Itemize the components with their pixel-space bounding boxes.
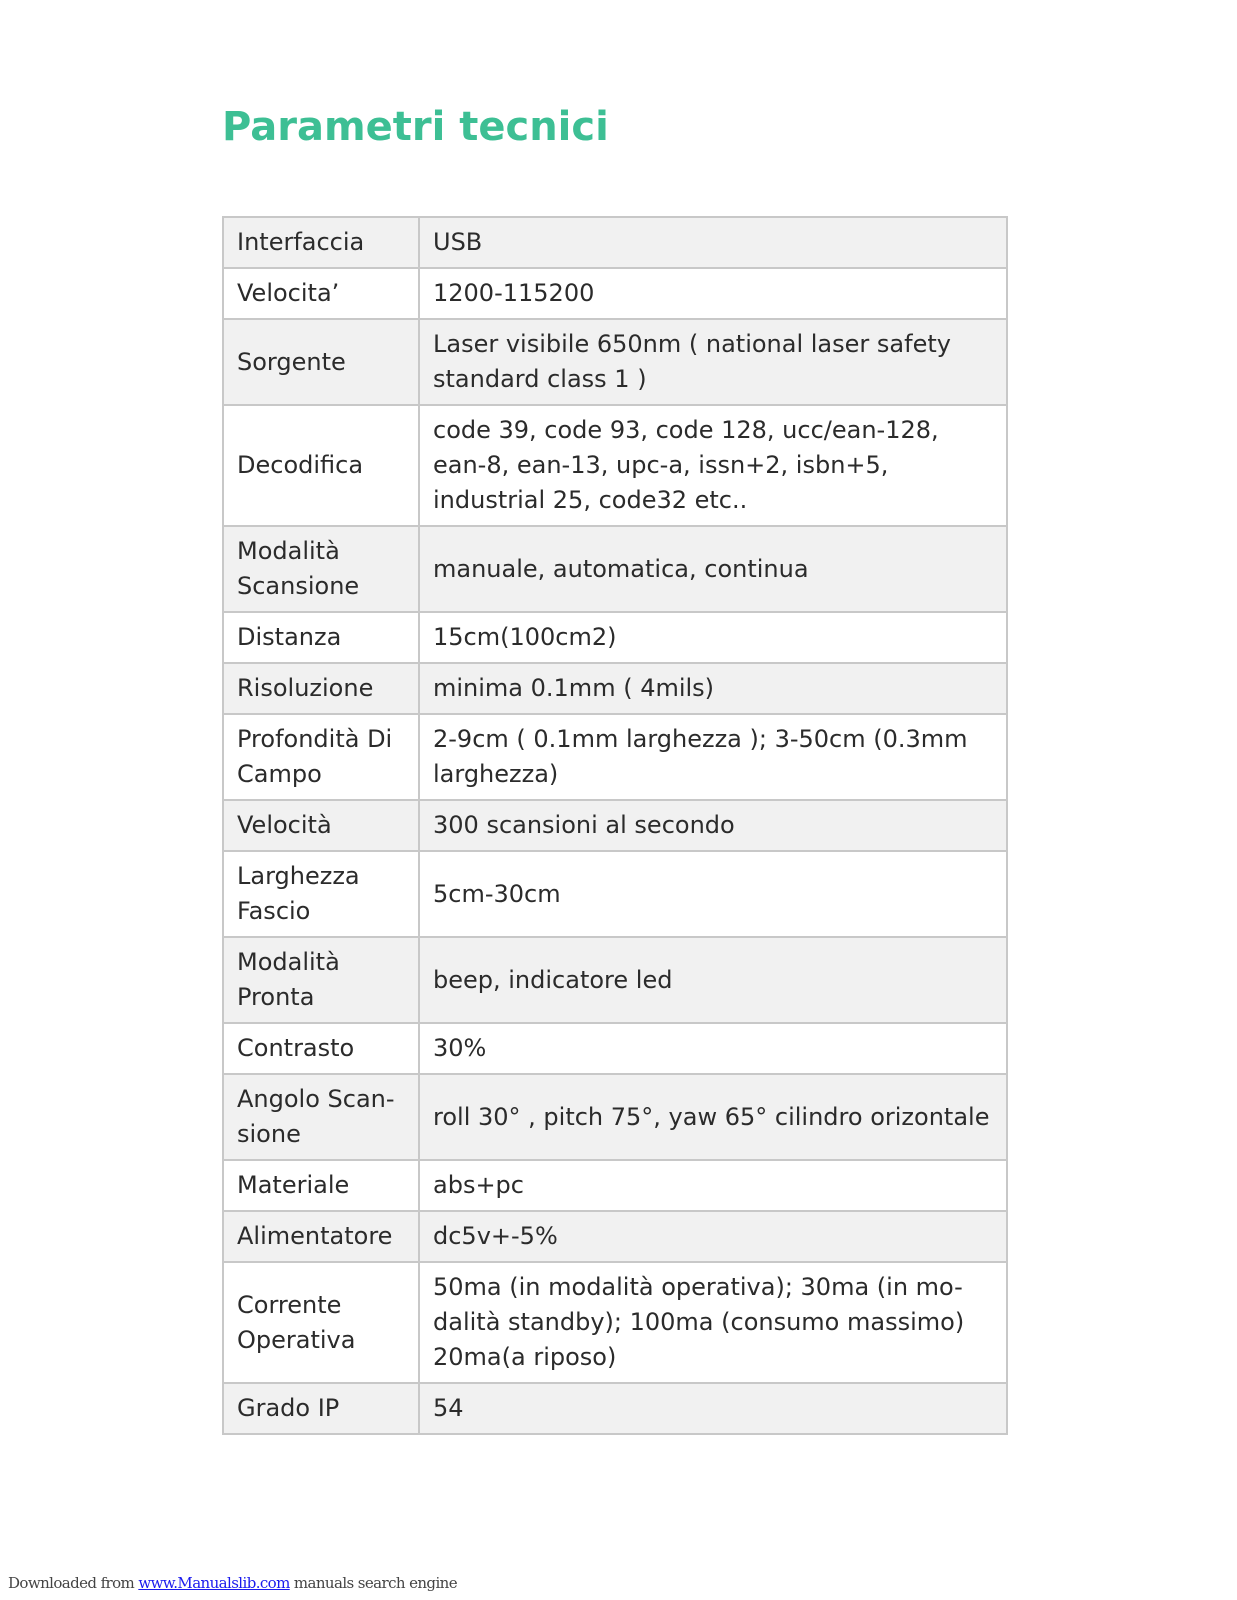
spec-label: Decodifica — [223, 405, 419, 526]
spec-label: Corrente Operativa — [223, 1262, 419, 1383]
spec-value: 1200-115200 — [419, 268, 1007, 319]
spec-label: Contrasto — [223, 1023, 419, 1074]
table-row — [223, 1211, 1007, 1262]
spec-value: Laser visibile 650nm ( national laser safety standard class 1 ) — [419, 319, 1007, 405]
spec-value: 300 scansioni al secondo — [419, 800, 1007, 851]
spec-value: manuale, automatica, continua — [419, 526, 1007, 612]
spec-value: 54 — [419, 1383, 1007, 1434]
spec-label: Modalità Scansione — [223, 526, 419, 612]
spec-table — [222, 216, 1008, 1435]
footer-prefix: Downloaded from — [8, 1574, 139, 1592]
spec-value: USB — [419, 217, 1007, 268]
spec-label: Velocità — [223, 800, 419, 851]
table-row — [223, 800, 1007, 851]
spec-label: Alimentatore — [223, 1211, 419, 1262]
spec-label: Risoluzione — [223, 663, 419, 714]
spec-label: Velocita’ — [223, 268, 419, 319]
spec-label: Profondità Di Campo — [223, 714, 419, 800]
table-row — [223, 319, 1007, 405]
table-row — [223, 663, 1007, 714]
spec-label: Larghezza Fascio — [223, 851, 419, 937]
footer-suffix: manuals search engine — [289, 1574, 457, 1592]
table-row — [223, 1023, 1007, 1074]
table-row — [223, 714, 1007, 800]
spec-value: 30% — [419, 1023, 1007, 1074]
spec-value: beep, indicatore led — [419, 937, 1007, 1023]
spec-value: 15cm(100cm2) — [419, 612, 1007, 663]
table-row — [223, 268, 1007, 319]
spec-value: minima 0.1mm ( 4mils) — [419, 663, 1007, 714]
spec-value: 50ma (in modalità operativa); 30ma (in mo-dalità standby); 100ma (consumo massimo) 20ma(a riposo) — [419, 1262, 1007, 1383]
spec-value: abs+pc — [419, 1160, 1007, 1211]
spec-value: 5cm-30cm — [419, 851, 1007, 937]
spec-label: Sorgente — [223, 319, 419, 405]
spec-value: dc5v+-5% — [419, 1211, 1007, 1262]
table-row — [223, 1383, 1007, 1434]
table-row — [223, 526, 1007, 612]
table-row — [223, 1074, 1007, 1160]
table-row — [223, 217, 1007, 268]
table-row — [223, 1160, 1007, 1211]
table-row — [223, 612, 1007, 663]
spec-label: Distanza — [223, 612, 419, 663]
spec-value: roll 30° , pitch 75°, yaw 65° cilindro orizontale — [419, 1074, 1007, 1160]
table-row — [223, 405, 1007, 526]
spec-label: Modalità Pronta — [223, 937, 419, 1023]
spec-label: Angolo Scan-sione — [223, 1074, 419, 1160]
spec-label: Interfaccia — [223, 217, 419, 268]
spec-label: Grado IP — [223, 1383, 419, 1434]
table-row — [223, 851, 1007, 937]
manualslib-link[interactable]: www.Manualslib.com — [138, 1574, 290, 1592]
page-title: Parametri tecnici — [222, 104, 609, 150]
table-row — [223, 1262, 1007, 1383]
spec-value: code 39, code 93, code 128, ucc/ean-128, ean-8, ean-13, upc-a, issn+2, isbn+5, industrial 25, code32 etc.. — [419, 405, 1007, 526]
spec-value: 2-9cm ( 0.1mm larghezza ); 3-50cm (0.3mm larghezza) — [419, 714, 1007, 800]
download-footer — [8, 1574, 457, 1592]
table-row — [223, 937, 1007, 1023]
spec-label: Materiale — [223, 1160, 419, 1211]
